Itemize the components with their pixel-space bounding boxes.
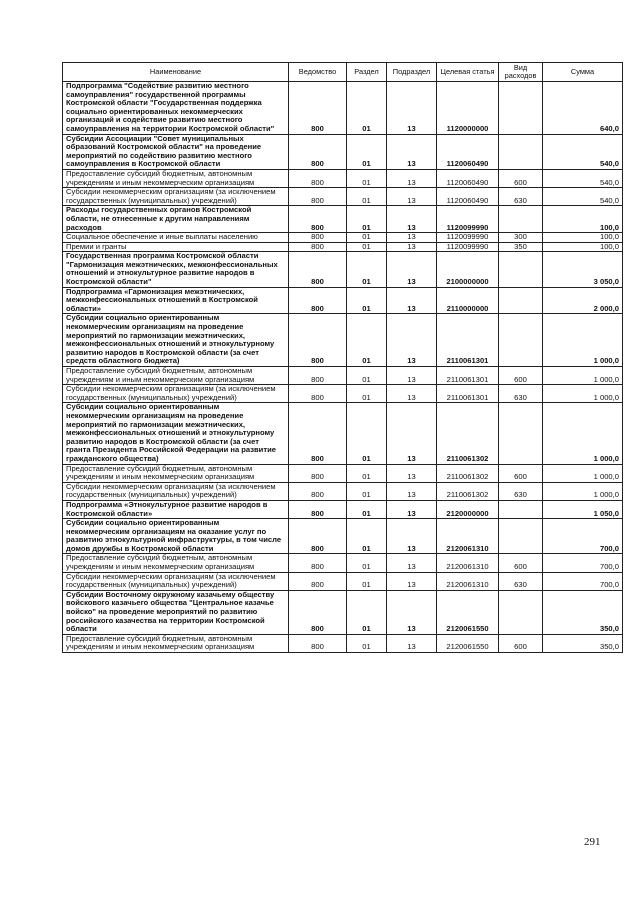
cell-vid (499, 134, 543, 169)
table-row (63, 314, 623, 367)
cell-name: Субсидии социально ориентированным некоммерческим организациям на проведение мероприятий по гармонизации межэтнических, межконфессиональных отношений и этнокультурному развитию народов в Костромской области (за счет гранта Президента Российской Федерации на развитие гражданского общества) (63, 403, 289, 464)
cell-statya: 2110000000 (437, 287, 499, 314)
cell-vedomstvo: 800 (289, 464, 347, 482)
cell-vid: 300 (499, 233, 543, 243)
cell-vedomstvo: 800 (289, 233, 347, 243)
cell-razdel: 01 (347, 252, 387, 287)
header-vid: Вид расходов (499, 63, 543, 82)
cell-podrazdel: 13 (387, 242, 437, 252)
cell-vedomstvo: 800 (289, 482, 347, 500)
cell-summa: 350,0 (543, 590, 623, 634)
cell-razdel: 01 (347, 82, 387, 135)
cell-vid: 600 (499, 464, 543, 482)
cell-vedomstvo: 800 (289, 634, 347, 652)
cell-name: Предоставление субсидий бюджетным, автономным учреждениям и иным некоммерческим организациям (63, 464, 289, 482)
cell-name: Субсидии социально ориентированным некоммерческим организациям на оказание услуг по развитию этнокультурной инфраструктуры, в том числе домов дружбы в Костромской области (63, 519, 289, 554)
cell-summa: 1 000,0 (543, 464, 623, 482)
cell-razdel: 01 (347, 572, 387, 590)
cell-summa: 1 000,0 (543, 385, 623, 403)
cell-name: Предоставление субсидий бюджетным, автономным учреждениям и иным некоммерческим организациям (63, 169, 289, 187)
cell-vid (499, 252, 543, 287)
cell-vedomstvo: 800 (289, 287, 347, 314)
cell-podrazdel: 13 (387, 385, 437, 403)
table-row (63, 634, 623, 652)
cell-vid (499, 287, 543, 314)
cell-vid: 600 (499, 634, 543, 652)
cell-name: Предоставление субсидий бюджетным, автономным учреждениям и иным некоммерческим организациям (63, 367, 289, 385)
cell-name: Субсидии некоммерческим организациям (за исключением государственных (муниципальных) учреждений) (63, 188, 289, 206)
cell-statya: 1120000000 (437, 82, 499, 135)
table-row (63, 385, 623, 403)
cell-name: Предоставление субсидий бюджетным, автономным учреждениям и иным некоммерческим организациям (63, 554, 289, 572)
cell-vedomstvo: 800 (289, 82, 347, 135)
cell-vid: 600 (499, 367, 543, 385)
cell-statya: 2120061310 (437, 519, 499, 554)
cell-vid (499, 314, 543, 367)
cell-name: Субсидии некоммерческим организациям (за исключением государственных (муниципальных) учреждений) (63, 385, 289, 403)
cell-name: Подпрограмма «Этнокультурное развитие народов в Костромской области» (63, 500, 289, 518)
cell-vid: 600 (499, 169, 543, 187)
table-row (63, 206, 623, 233)
cell-vid (499, 82, 543, 135)
budget-table (62, 62, 623, 653)
cell-name: Социальное обеспечение и иные выплаты населению (63, 233, 289, 243)
cell-name: Субсидии Ассоциации "Совет муниципальных образований Костромской области" на проведение мероприятий по содействию развитию местного самоуправления в Костромской области (63, 134, 289, 169)
cell-podrazdel: 13 (387, 287, 437, 314)
cell-podrazdel: 13 (387, 554, 437, 572)
cell-vid: 630 (499, 385, 543, 403)
cell-vedomstvo: 800 (289, 252, 347, 287)
cell-podrazdel: 13 (387, 519, 437, 554)
cell-vedomstvo: 800 (289, 554, 347, 572)
cell-statya: 1120099990 (437, 206, 499, 233)
table-row (63, 82, 623, 135)
cell-summa: 540,0 (543, 188, 623, 206)
cell-name: Подпрограмма "Содействие развитию местного самоуправления" государственной программы Костромской области "Государственная поддержка социально ориентированных некоммерческих организаций и содействие развитию местного самоуправления на территории Костромской области" (63, 82, 289, 135)
cell-statya: 2120061550 (437, 634, 499, 652)
cell-razdel: 01 (347, 500, 387, 518)
table-row (63, 403, 623, 464)
cell-vid: 630 (499, 572, 543, 590)
cell-podrazdel: 13 (387, 590, 437, 634)
cell-vedomstvo: 800 (289, 314, 347, 367)
cell-vid: 600 (499, 554, 543, 572)
cell-razdel: 01 (347, 367, 387, 385)
cell-name: Расходы государственных органов Костромской области, не отнесенные к другим направлениям расходов (63, 206, 289, 233)
cell-vid (499, 206, 543, 233)
cell-statya: 2110061302 (437, 403, 499, 464)
table-row (63, 188, 623, 206)
cell-summa: 2 000,0 (543, 287, 623, 314)
cell-vid (499, 590, 543, 634)
header-statya: Целевая статья (437, 63, 499, 82)
cell-name: Субсидии социально ориентированным некоммерческим организациям на проведение мероприятий по гармонизации межэтнических, межконфессиональных отношений и этнокультурному развитию народов в Костромской области (за счет средств областного бюджета) (63, 314, 289, 367)
table-row (63, 572, 623, 590)
cell-statya: 1120099990 (437, 233, 499, 243)
cell-vedomstvo: 800 (289, 590, 347, 634)
table-row (63, 482, 623, 500)
cell-podrazdel: 13 (387, 169, 437, 187)
header-summa: Сумма (543, 63, 623, 82)
cell-statya: 1120099990 (437, 242, 499, 252)
table-header-row (63, 63, 623, 82)
page-number: 291 (584, 836, 601, 848)
cell-name: Субсидии Восточному окружному казачьему обществу войскового казачьего общества "Центральное казачье войско" на проведение мероприятий по развитию российского казачества на территории Костромской области (63, 590, 289, 634)
cell-razdel: 01 (347, 590, 387, 634)
cell-name: Субсидии некоммерческим организациям (за исключением государственных (муниципальных) учреждений) (63, 572, 289, 590)
cell-summa: 1 000,0 (543, 403, 623, 464)
cell-statya: 2100000000 (437, 252, 499, 287)
budget-table-page (62, 62, 622, 653)
cell-razdel: 01 (347, 169, 387, 187)
cell-vedomstvo: 800 (289, 572, 347, 590)
cell-summa: 100,0 (543, 242, 623, 252)
cell-podrazdel: 13 (387, 403, 437, 464)
header-razdel: Раздел (347, 63, 387, 82)
cell-vid: 630 (499, 482, 543, 500)
cell-summa: 3 050,0 (543, 252, 623, 287)
table-row (63, 554, 623, 572)
cell-statya: 2120061310 (437, 554, 499, 572)
cell-razdel: 01 (347, 206, 387, 233)
header-podrazdel: Подраздел (387, 63, 437, 82)
table-row (63, 287, 623, 314)
cell-statya: 2110061301 (437, 367, 499, 385)
cell-vedomstvo: 800 (289, 206, 347, 233)
cell-vedomstvo: 800 (289, 367, 347, 385)
cell-summa: 100,0 (543, 206, 623, 233)
cell-summa: 700,0 (543, 572, 623, 590)
cell-podrazdel: 13 (387, 188, 437, 206)
cell-vedomstvo: 800 (289, 169, 347, 187)
table-row (63, 367, 623, 385)
cell-statya: 1120060490 (437, 169, 499, 187)
cell-podrazdel: 13 (387, 572, 437, 590)
cell-podrazdel: 13 (387, 482, 437, 500)
cell-vid (499, 403, 543, 464)
table-row (63, 242, 623, 252)
cell-razdel: 01 (347, 134, 387, 169)
cell-name: Премии и гранты (63, 242, 289, 252)
cell-razdel: 01 (347, 242, 387, 252)
table-row (63, 590, 623, 634)
cell-podrazdel: 13 (387, 206, 437, 233)
cell-vid: 350 (499, 242, 543, 252)
cell-podrazdel: 13 (387, 252, 437, 287)
cell-summa: 1 050,0 (543, 500, 623, 518)
cell-summa: 1 000,0 (543, 482, 623, 500)
header-vedomstvo: Ведомство (289, 63, 347, 82)
cell-summa: 100,0 (543, 233, 623, 243)
cell-vid (499, 519, 543, 554)
cell-vedomstvo: 800 (289, 403, 347, 464)
table-row (63, 134, 623, 169)
table-row (63, 519, 623, 554)
cell-statya: 2110061301 (437, 314, 499, 367)
cell-summa: 700,0 (543, 554, 623, 572)
cell-summa: 700,0 (543, 519, 623, 554)
cell-razdel: 01 (347, 519, 387, 554)
cell-podrazdel: 13 (387, 500, 437, 518)
cell-podrazdel: 13 (387, 233, 437, 243)
cell-vedomstvo: 800 (289, 242, 347, 252)
cell-podrazdel: 13 (387, 464, 437, 482)
cell-vedomstvo: 800 (289, 188, 347, 206)
cell-statya: 2120000000 (437, 500, 499, 518)
cell-statya: 1120060490 (437, 188, 499, 206)
cell-vedomstvo: 800 (289, 134, 347, 169)
cell-statya: 2110061302 (437, 482, 499, 500)
cell-podrazdel: 13 (387, 82, 437, 135)
cell-podrazdel: 13 (387, 134, 437, 169)
cell-summa: 640,0 (543, 82, 623, 135)
cell-razdel: 01 (347, 403, 387, 464)
cell-summa: 540,0 (543, 134, 623, 169)
cell-vedomstvo: 800 (289, 500, 347, 518)
cell-vid: 630 (499, 188, 543, 206)
cell-statya: 2120061310 (437, 572, 499, 590)
cell-summa: 540,0 (543, 169, 623, 187)
cell-name: Субсидии некоммерческим организациям (за исключением государственных (муниципальных) учреждений) (63, 482, 289, 500)
table-row (63, 252, 623, 287)
table-body (63, 82, 623, 653)
cell-razdel: 01 (347, 482, 387, 500)
cell-razdel: 01 (347, 464, 387, 482)
cell-razdel: 01 (347, 385, 387, 403)
cell-name: Предоставление субсидий бюджетным, автономным учреждениям и иным некоммерческим организациям (63, 634, 289, 652)
cell-name: Государственная программа Костромской области "Гармонизация межэтнических, межконфессиональных отношений и этнокультурное развитие народов в Костромской области" (63, 252, 289, 287)
cell-vedomstvo: 800 (289, 385, 347, 403)
table-row (63, 464, 623, 482)
cell-vedomstvo: 800 (289, 519, 347, 554)
cell-statya: 2110061301 (437, 385, 499, 403)
cell-name: Подпрограмма «Гармонизация межэтнических, межконфессиональных отношений в Костромской области» (63, 287, 289, 314)
cell-razdel: 01 (347, 233, 387, 243)
cell-razdel: 01 (347, 634, 387, 652)
cell-summa: 1 000,0 (543, 367, 623, 385)
table-row (63, 169, 623, 187)
cell-summa: 1 000,0 (543, 314, 623, 367)
cell-podrazdel: 13 (387, 634, 437, 652)
cell-vid (499, 500, 543, 518)
cell-statya: 2110061302 (437, 464, 499, 482)
cell-summa: 350,0 (543, 634, 623, 652)
cell-razdel: 01 (347, 314, 387, 367)
header-name: Наименование (63, 63, 289, 82)
cell-razdel: 01 (347, 554, 387, 572)
cell-razdel: 01 (347, 287, 387, 314)
cell-podrazdel: 13 (387, 314, 437, 367)
cell-statya: 1120060490 (437, 134, 499, 169)
cell-razdel: 01 (347, 188, 387, 206)
table-row (63, 233, 623, 243)
cell-podrazdel: 13 (387, 367, 437, 385)
table-row (63, 500, 623, 518)
cell-statya: 2120061550 (437, 590, 499, 634)
